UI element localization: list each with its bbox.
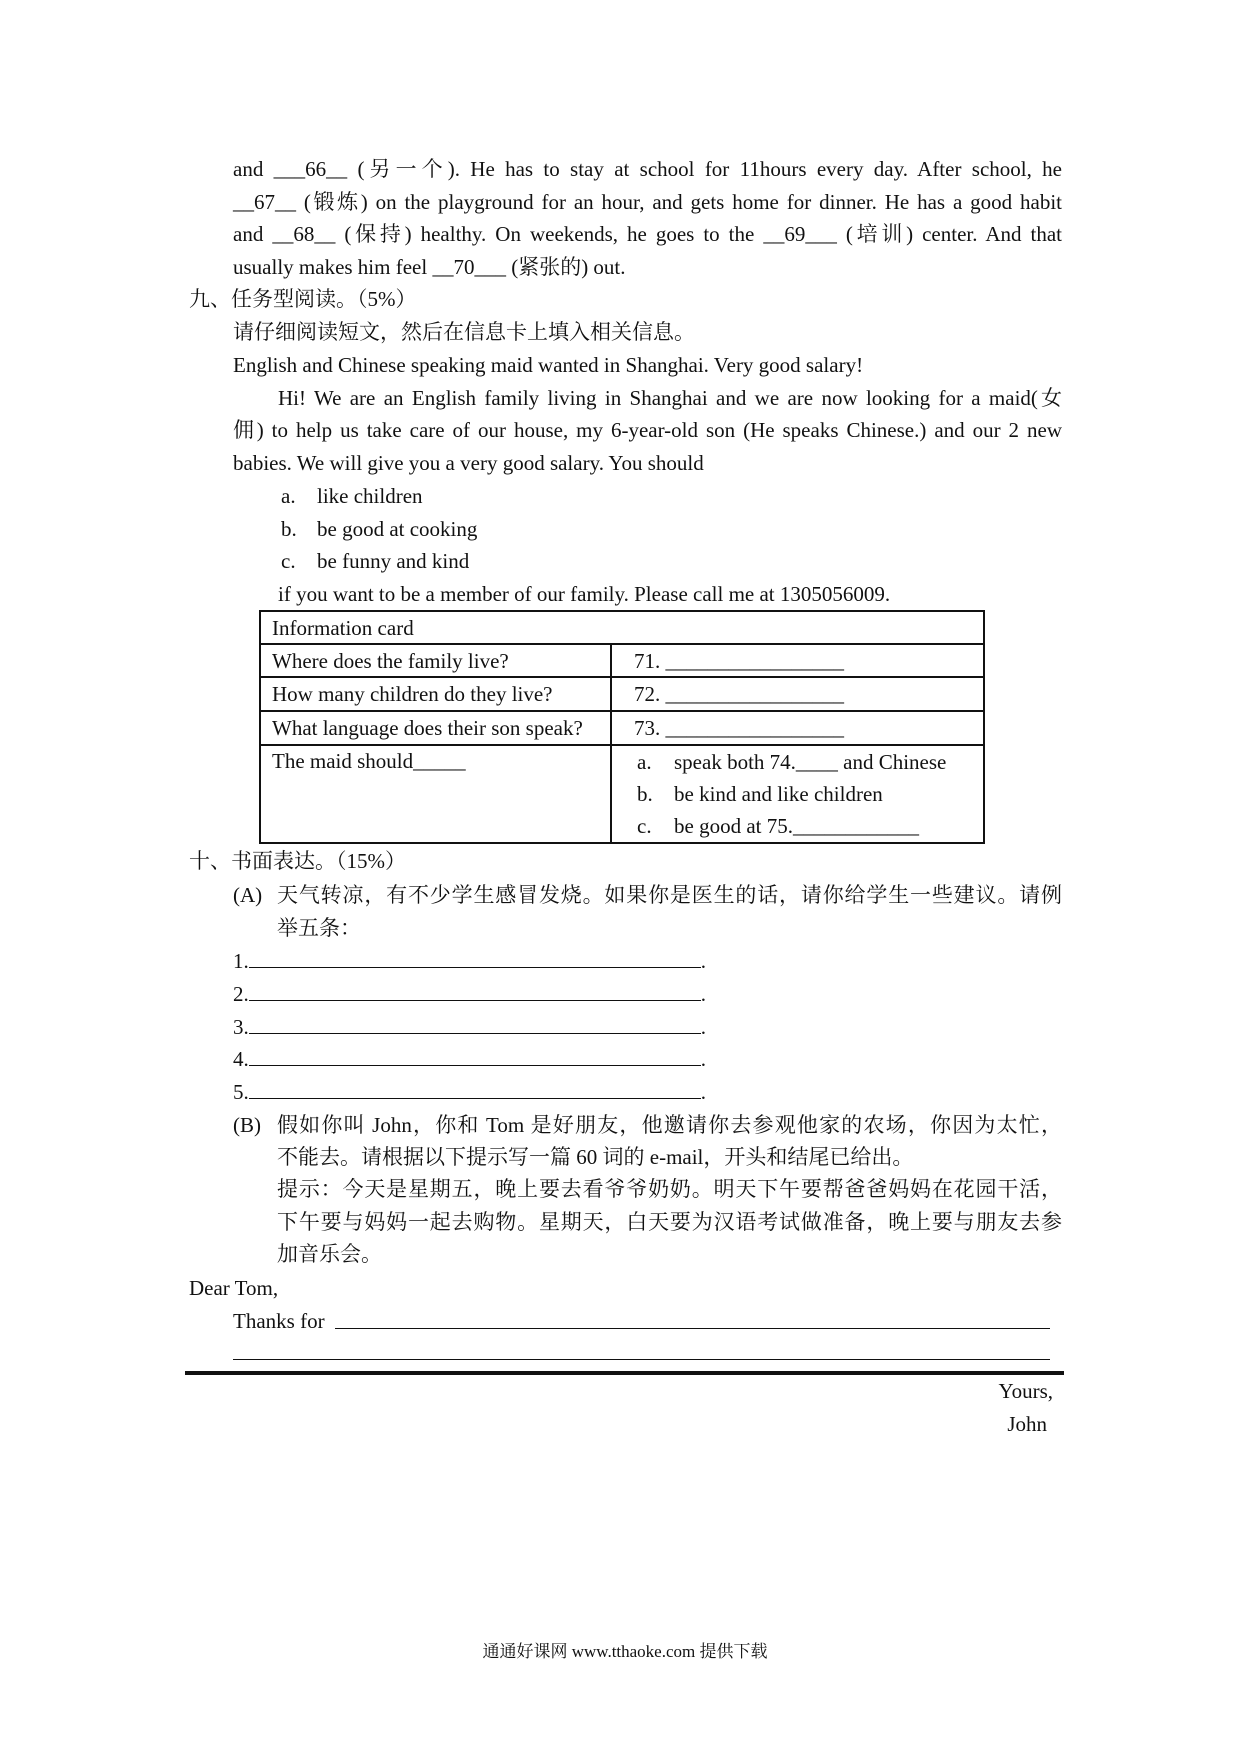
part-label: (A) — [233, 883, 263, 907]
card-question: Where does the family live? — [260, 644, 611, 677]
card-list-item — [637, 778, 983, 810]
list-marker: a. — [281, 484, 296, 508]
ad-text-line: 佣) to help us take care of our house, my 6-year-old son (He speaks Chinese.) and our 2 new — [233, 418, 1062, 442]
answer-blank — [249, 1078, 701, 1099]
letter-writing-line — [335, 1305, 1050, 1329]
answer-end-mark: . — [700, 949, 706, 973]
answer-blank — [249, 1045, 701, 1066]
table-row — [260, 677, 984, 711]
part-b-hint-line: 下午要与妈妈一起去购物。星期天，白天要为汉语考试做准备，晚上要与朋友去参 — [277, 1210, 1062, 1234]
card-question: How many children do they live? — [260, 677, 611, 711]
list-item: like children — [317, 484, 423, 508]
answer-end-mark: . — [700, 1015, 706, 1039]
part-b-prompt-line: 不能去。请根据以下提示写一篇 60 词的 e-mail，开头和结尾已给出。 — [277, 1145, 914, 1169]
page-footer: 通通好课网 www.tthaoke.com 提供下载 — [482, 1642, 768, 1661]
card-answer-blank: 71. _________________ — [611, 644, 984, 677]
section-heading: 九、任务型阅读。（5%） — [189, 287, 417, 311]
answer-number: 5. — [233, 1080, 249, 1104]
card-list-item — [637, 810, 983, 842]
answer-line — [233, 978, 706, 1011]
card-answer-blank: 73. _________________ — [611, 711, 984, 745]
ad-title: English and Chinese speaking maid wanted in Shanghai. Very good salary! — [233, 353, 864, 377]
answer-end-mark: . — [700, 1047, 706, 1071]
table-row — [260, 711, 984, 745]
answer-blank — [249, 947, 701, 968]
list-marker: b. — [281, 517, 297, 541]
letter-writing-line — [233, 1359, 1050, 1360]
letter-opening: Thanks for — [233, 1309, 325, 1333]
section-instruction: 请仔细阅读短文，然后在信息卡上填入相关信息。 — [233, 320, 695, 344]
table-row — [260, 611, 984, 644]
answer-line — [233, 945, 706, 978]
answer-end-mark: . — [700, 982, 706, 1006]
card-answer-blank: 72. _________________ — [611, 677, 984, 711]
passage-line: and __68__ (保持) healthy. On weekends, he goes to the __69___ (培训) center. And that — [233, 222, 1062, 246]
answer-line — [233, 1076, 706, 1109]
list-item-text: be good at 75.____________ — [674, 814, 919, 838]
table-row — [260, 745, 984, 843]
card-answer-list — [611, 745, 984, 843]
answer-number: 2. — [233, 982, 249, 1006]
card-list-item — [637, 746, 983, 778]
list-marker: c. — [281, 549, 296, 573]
answer-blank — [249, 1013, 701, 1034]
list-marker: c. — [637, 814, 652, 838]
part-b-hint-line: 提示：今天是星期五，晚上要去看爷爷奶奶。明天下午要帮爸爸妈妈在花园干活， — [277, 1177, 1062, 1201]
answer-number: 3. — [233, 1015, 249, 1039]
card-title: Information card — [260, 611, 984, 644]
passage-line: usually makes him feel __70___ (紧张的) out. — [233, 255, 626, 279]
answer-end-mark: . — [700, 1080, 706, 1104]
list-item: be funny and kind — [317, 549, 470, 573]
answer-blank — [249, 980, 701, 1001]
list-item-text: be kind and like children — [674, 782, 883, 806]
letter-greeting: Dear Tom, — [189, 1276, 279, 1300]
card-question: What language does their son speak? — [260, 711, 611, 745]
thick-divider — [185, 1371, 1064, 1375]
ad-text-line: Hi! We are an English family living in Shanghai and we are now looking for a maid(女 — [278, 386, 1062, 410]
information-card-table — [259, 610, 985, 844]
passage-line: and ___66__ (另一个). He has to stay at school for 11hours every day. After school, he — [233, 157, 1062, 181]
answer-line — [233, 1011, 706, 1044]
list-item: be good at cooking — [317, 517, 478, 541]
list-marker: a. — [637, 750, 652, 774]
answer-number: 4. — [233, 1047, 249, 1071]
answer-number: 1. — [233, 949, 249, 973]
passage-line: __67__ (锻炼) on the playground for an hour, and gets home for dinner. He has a good habit — [233, 190, 1062, 214]
part-label: (B) — [233, 1113, 261, 1137]
part-a-prompt-line: 天气转凉，有不少学生感冒发烧。如果你是医生的话，请你给学生一些建议。请例 — [277, 883, 1062, 907]
list-marker: b. — [637, 782, 653, 806]
part-b-prompt-line: 假如你叫 John，你和 Tom 是好朋友，他邀请你去参观他家的农场，你因为太忙， — [277, 1113, 1062, 1137]
ad-closing: if you want to be a member of our family. Please call me at 1305056009. — [278, 582, 891, 606]
letter-signature: John — [1007, 1412, 1047, 1436]
section-heading: 十、书面表达。（15%） — [189, 849, 406, 873]
letter-closing: Yours, — [998, 1379, 1053, 1403]
table-row — [260, 644, 984, 677]
card-question: The maid should_____ — [260, 745, 611, 843]
answer-line — [233, 1043, 706, 1076]
part-a-prompt-line: 举五条： — [277, 916, 361, 940]
part-b-hint-line: 加音乐会。 — [277, 1242, 382, 1266]
list-item-text: speak both 74.____ and Chinese — [674, 750, 947, 774]
ad-text-line: babies. We will give you a very good salary. You should — [233, 451, 704, 475]
